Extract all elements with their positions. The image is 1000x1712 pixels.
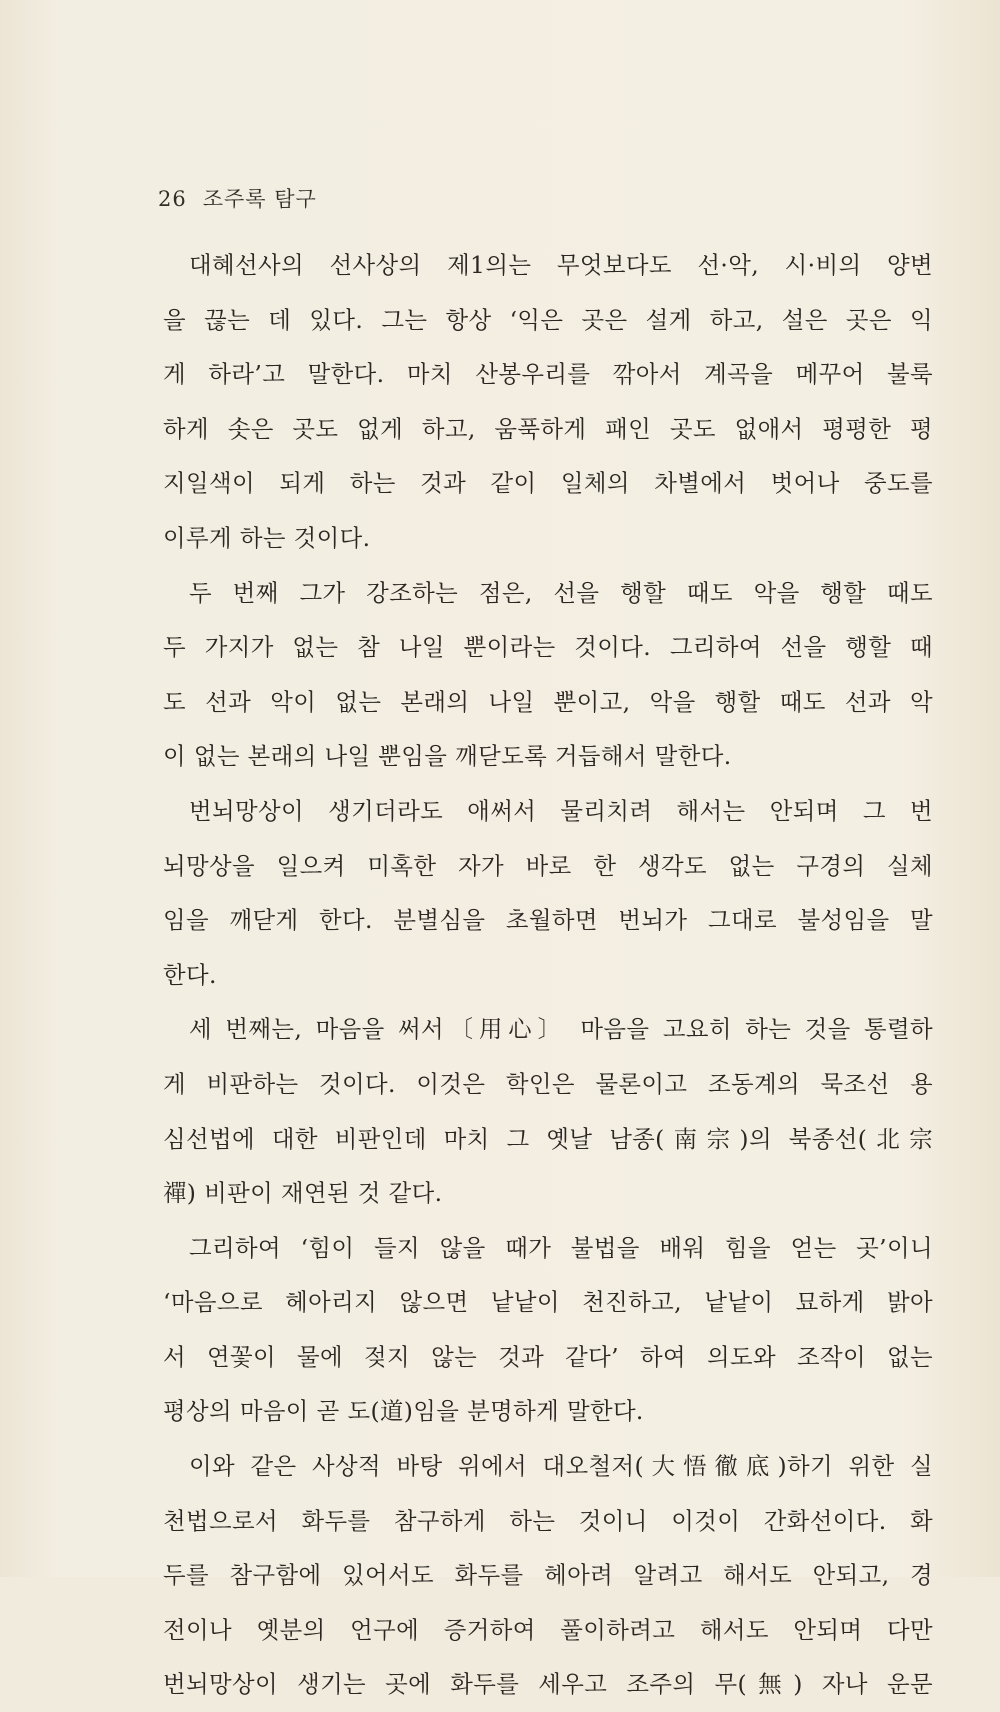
text-line: 천법으로서 화두를 참구하게 하는 것이니 이것이 간화선이다. 화: [163, 1506, 933, 1535]
page-number: 26: [158, 187, 187, 211]
text-line: 그리하여 ‘힘이 들지 않을 때가 불법을 배워 힘을 얻는 곳’이니: [189, 1233, 933, 1262]
text-line: 지일색이 되게 하는 것과 같이 일체의 차별에서 벗어나 중도를: [163, 469, 933, 498]
text-line: 禪) 비판이 재연된 것 같다.: [163, 1179, 443, 1208]
text-line: 게 비판하는 것이다. 이것은 학인은 물론이고 조동계의 묵조선 용: [163, 1069, 933, 1098]
text-line: 서 연꽃이 물에 젖지 않는 것과 같다’ 하여 의도와 조작이 없는: [163, 1342, 933, 1371]
text-line: 대혜선사의 선사상의 제1의는 무엇보다도 선·악, 시·비의 양변: [189, 251, 933, 279]
text-line: 평상의 마음이 곧 도(道)임을 분명하게 말한다.: [163, 1397, 644, 1426]
running-head-title: 조주록 탐구: [202, 187, 317, 211]
text-line: 두를 참구함에 있어서도 화두를 헤아려 알려고 해서도 안되고, 경: [163, 1561, 933, 1590]
text-line: 전이나 옛분의 언구에 증거하여 풀이하려고 해서도 안되며 다만: [163, 1615, 933, 1644]
text-line: 이 없는 본래의 나일 뿐임을 깨닫도록 거듭해서 말한다.: [163, 742, 732, 771]
text-line: 게 하라’고 말한다. 마치 산봉우리를 깎아서 계곡을 메꾸어 불룩: [163, 360, 933, 389]
text-line: 뇌망상을 일으켜 미혹한 자가 바로 한 생각도 없는 구경의 실체: [163, 851, 933, 880]
text-line: 을 끊는 데 있다. 그는 항상 ‘익은 곳은 설게 하고, 설은 곳은 익: [163, 305, 933, 334]
text-line: 임을 깨닫게 한다. 분별심을 초월하면 번뇌가 그대로 불성임을 말: [163, 906, 933, 935]
text-line: 하게 솟은 곳도 없게 하고, 움푹하게 패인 곳도 없애서 평평한 평: [163, 414, 933, 443]
text-line: 번뇌망상이 생기더라도 애써서 물리치려 해서는 안되며 그 번: [189, 796, 933, 825]
running-head: [158, 183, 317, 213]
text-line: 두 가지가 없는 참 나일 뿐이라는 것이다. 그리하여 선을 행할 때: [163, 633, 933, 662]
text-line: ‘마음으로 헤아리지 않으면 낱낱이 천진하고, 낱낱이 묘하게 밝아: [163, 1288, 933, 1317]
text-line: 두 번째 그가 강조하는 점은, 선을 행할 때도 악을 행할 때도: [189, 578, 933, 607]
body-text: [163, 238, 933, 1712]
text-line: 이와 같은 사상적 바탕 위에서 대오철저(大悟徹底)하기 위한 실: [189, 1452, 933, 1481]
text-line: 세 번째는, 마음을 써서〔用心〕 마음을 고요히 하는 것을 통렬하: [189, 1015, 933, 1044]
text-line: 한다.: [163, 960, 217, 989]
text-line: 도 선과 악이 없는 본래의 나일 뿐이고, 악을 행할 때도 선과 악: [163, 687, 933, 716]
text-line: 이루게 하는 것이다.: [163, 523, 371, 552]
text-line: 번뇌망상이 생기는 곳에 화두를 세우고 조주의 무(無) 자나 운문: [163, 1670, 933, 1699]
text-line: 심선법에 대한 비판인데 마치 그 옛날 남종(南宗)의 북종선(北宗: [163, 1124, 933, 1153]
